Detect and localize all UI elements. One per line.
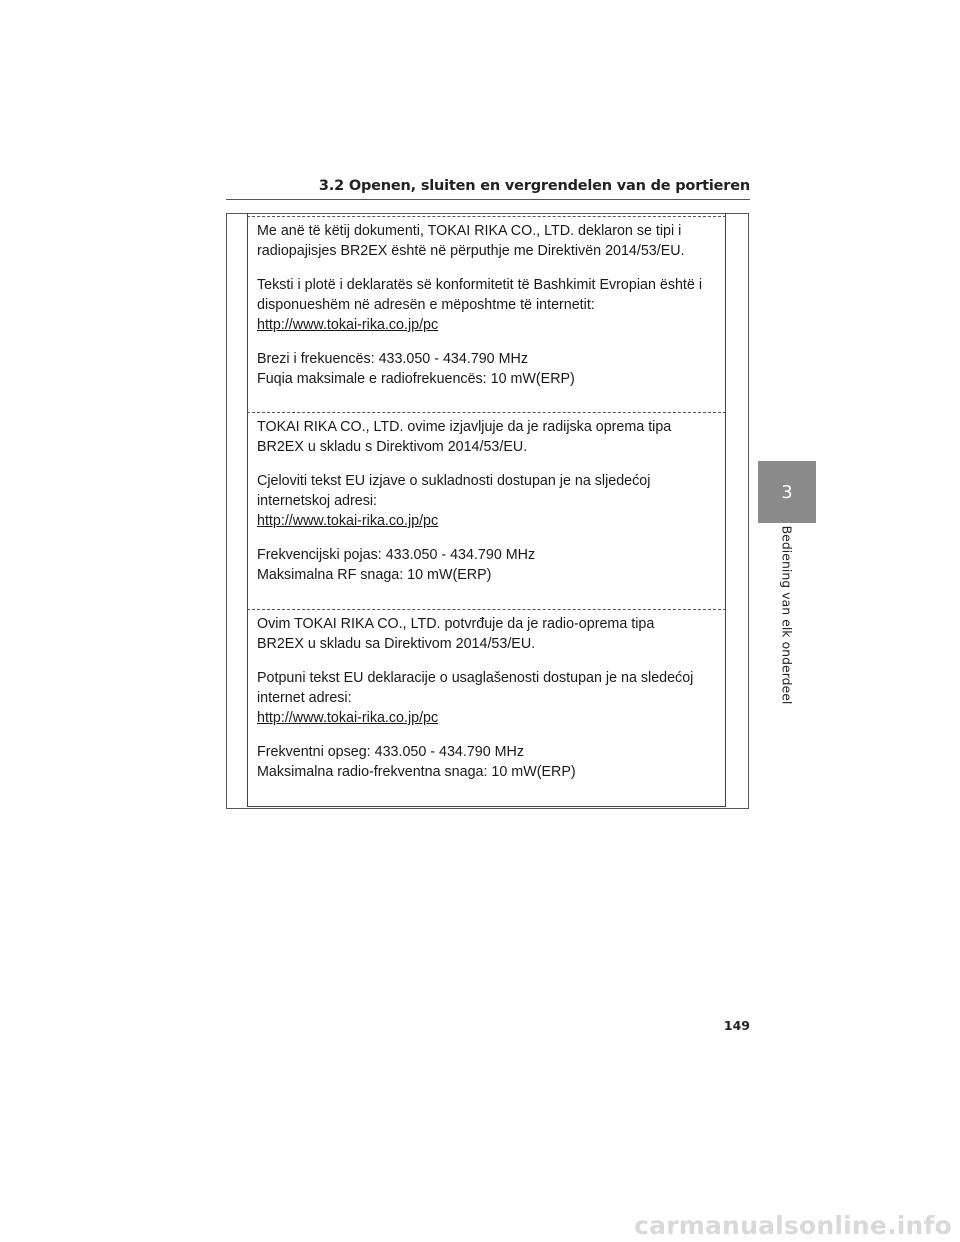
max-power: Maksimalna radio-frekventna snaga: 10 mW(ERP) [257, 764, 576, 780]
fulltext-line-1: Cjeloviti tekst EU izjave o sukladnosti dostupan je na sljedećoj [257, 473, 651, 489]
max-power: Maksimalna RF snaga: 10 mW(ERP) [257, 567, 492, 583]
page-header-title: 3.2 Openen, sluiten en vergrendelen van de portieren [318, 178, 750, 194]
chapter-tab [758, 461, 816, 523]
frequency-band: Frekventni opseg: 433.050 - 434.790 MHz [257, 744, 525, 760]
intro-line-2: BR2EX u skladu s Direktivom 2014/53/EU. [257, 439, 528, 455]
fulltext-line-2: disponueshëm në adresën e mëposhtme të internetit: [257, 297, 595, 313]
watermark: carmanualsonline.info [634, 1211, 952, 1240]
intro-line-1: Ovim TOKAI RIKA CO., LTD. potvrđuje da je radio-oprema tipa [257, 616, 655, 632]
intro-line-2: radiopajisjes BR2EX është në përputhje me Direktivën 2014/53/EU. [257, 243, 685, 259]
page-number: 149 [723, 1018, 750, 1033]
fulltext-line-1: Teksti i plotë i deklaratës së konformitetit të Bashkimit Evropian është i [257, 277, 702, 293]
intro-line-1: Me anë të këtij dokumenti, TOKAI RIKA CO., LTD. deklaron se tipi i [257, 223, 682, 239]
declaration-section-serbian [247, 609, 726, 782]
frequency-band: Brezi i frekuencës: 433.050 - 434.790 MHz [257, 351, 528, 367]
intro-line-2: BR2EX u skladu sa Direktivom 2014/53/EU. [257, 636, 536, 652]
chapter-label: Bediening van elk onderdeel [779, 525, 795, 705]
intro-line-1: TOKAI RIKA CO., LTD. ovime izjavljuje da je radijska oprema tipa [257, 419, 672, 435]
declaration-link[interactable]: http://www.tokai-rika.co.jp/pc [257, 317, 439, 333]
fulltext-line-1: Potpuni tekst EU deklaracije o usaglašenosti dostupan je na sledećoj [257, 670, 694, 686]
header-rule [226, 199, 750, 200]
chapter-number: 3 [781, 481, 793, 503]
fulltext-line-2: internet adresi: [257, 690, 352, 706]
fulltext-line-2: internetskoj adresi: [257, 493, 377, 509]
max-power: Fuqia maksimale e radiofrekuencës: 10 mW(ERP) [257, 371, 575, 387]
declaration-section-albanian [247, 216, 726, 389]
declaration-link[interactable]: http://www.tokai-rika.co.jp/pc [257, 710, 439, 726]
frequency-band: Frekvencijski pojas: 433.050 - 434.790 MHz [257, 547, 536, 563]
declaration-link[interactable]: http://www.tokai-rika.co.jp/pc [257, 513, 439, 529]
declaration-section-croatian [247, 412, 726, 585]
